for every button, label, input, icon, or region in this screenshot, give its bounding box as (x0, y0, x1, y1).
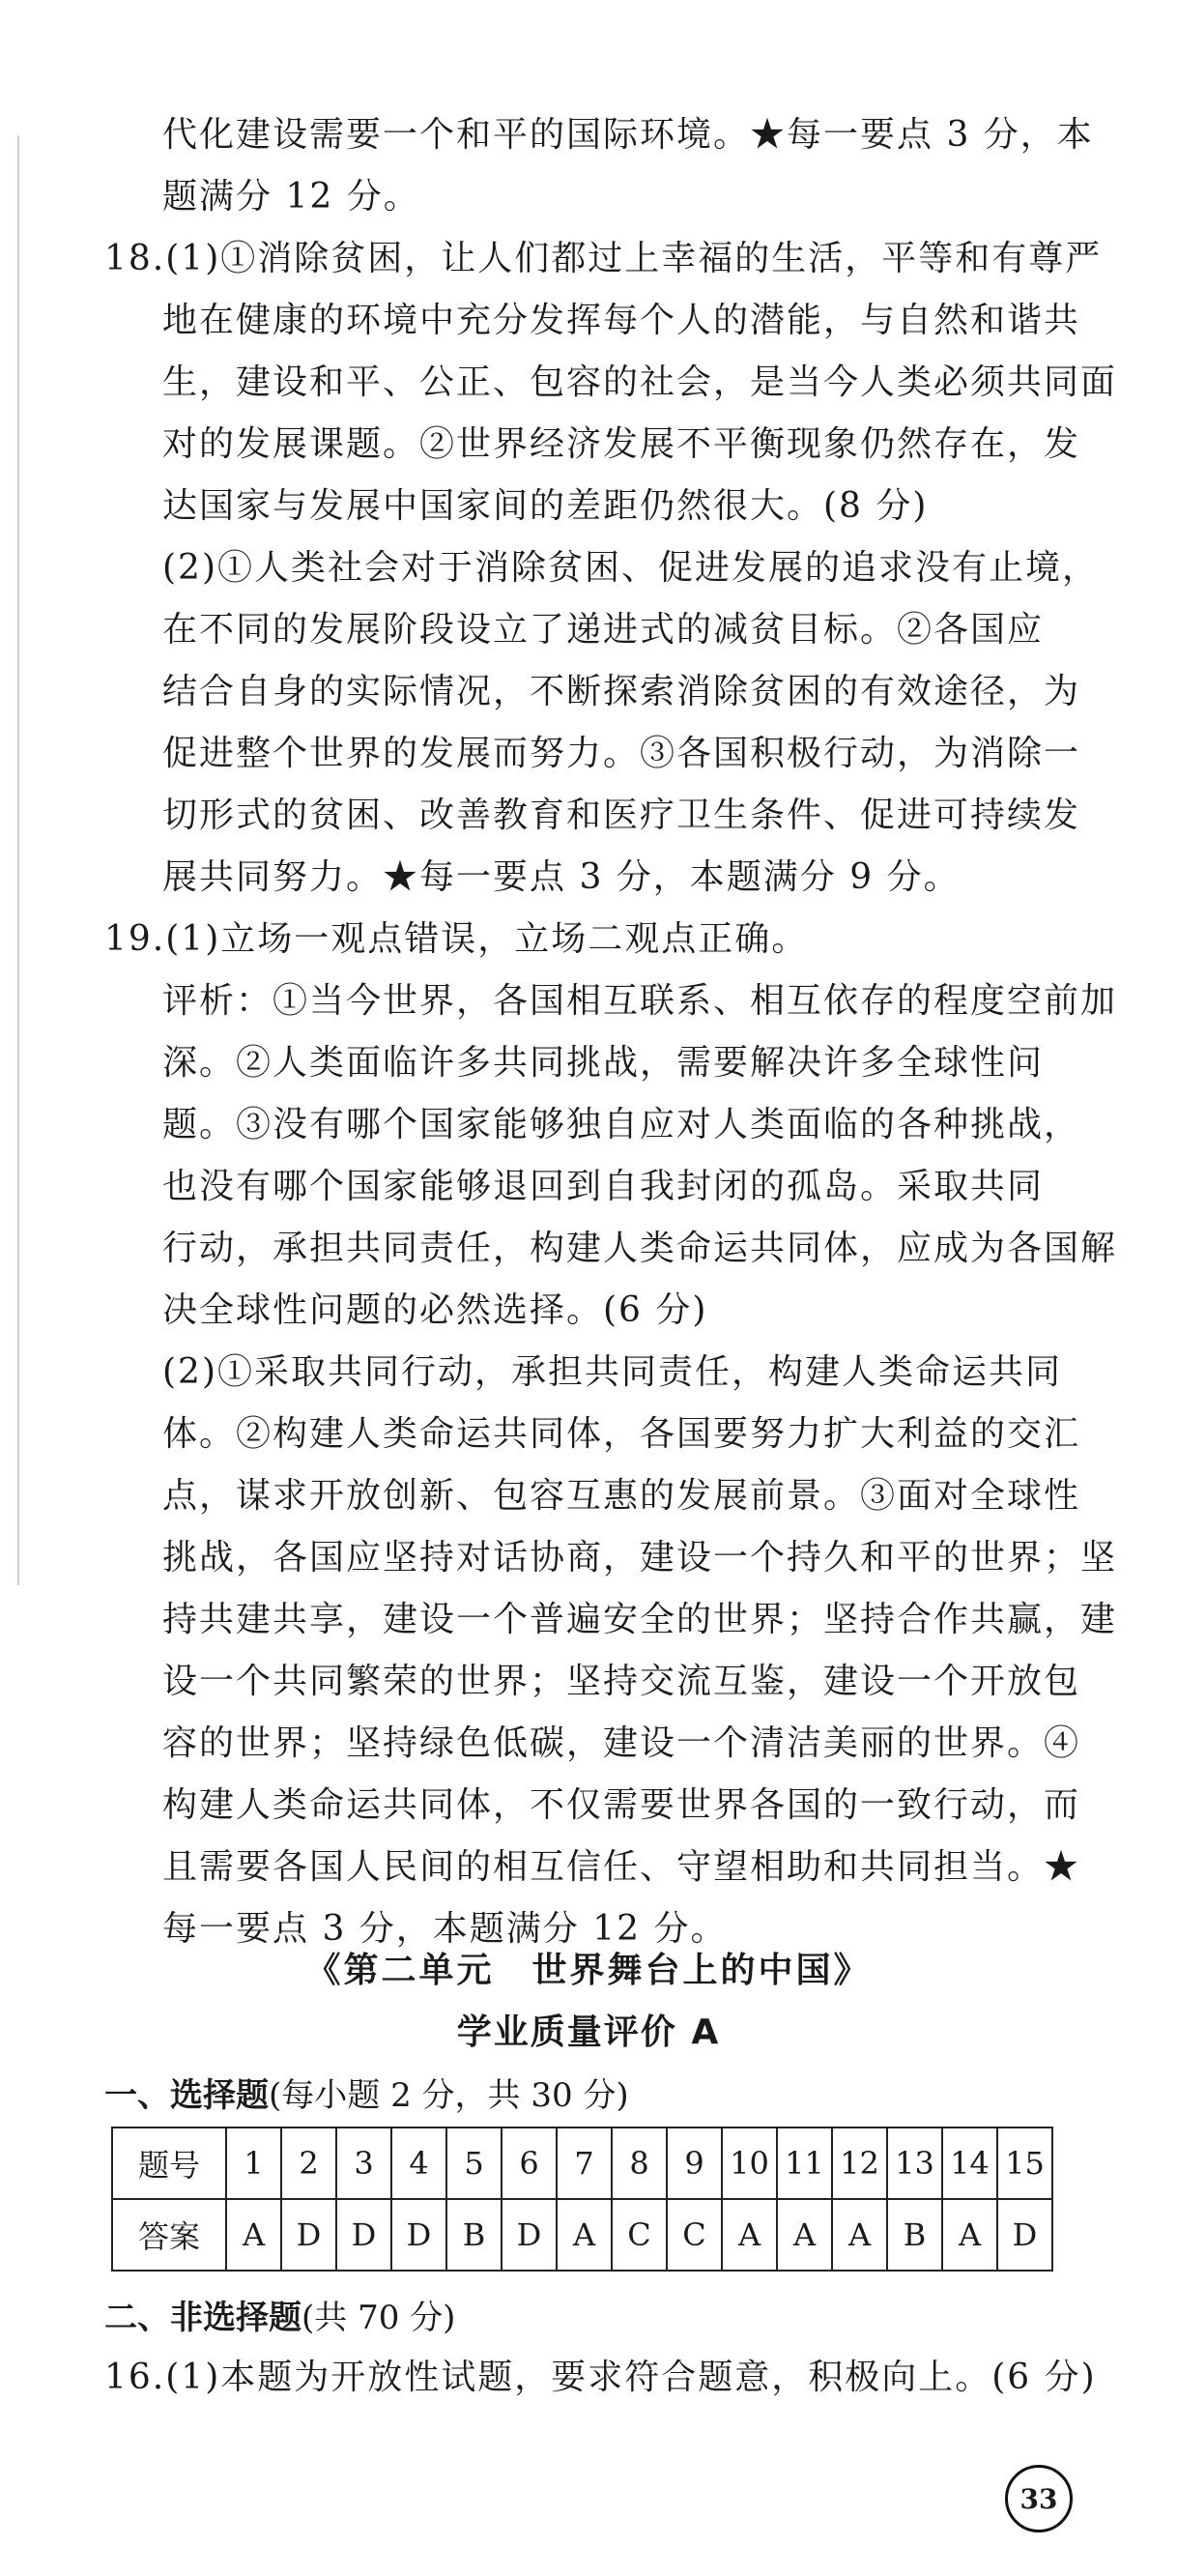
question-number-cell: 4 (391, 2127, 446, 2199)
row-label-number: 题号 (112, 2127, 226, 2199)
answer-cell: D (281, 2199, 336, 2271)
section-nonchoice-heading (104, 2291, 455, 2338)
assessment-title: 学业质量评价 A (456, 2012, 721, 2052)
answer-cell: A (777, 2199, 832, 2271)
text-line: 达国家与发展中国家间的差距仍然很大。(8 分) (162, 486, 929, 526)
question-number-cell: 11 (777, 2127, 832, 2199)
text-line: 持共建共享，建设一个普遍安全的世界；坚持合作共赢，建 (162, 1600, 1118, 1639)
section-choice-heading (104, 2069, 629, 2116)
question-number-cell: 13 (887, 2127, 942, 2199)
question-number-cell: 1 (226, 2127, 281, 2199)
text-line: (2)①采取共同行动，承担共同责任，构建人类命运共同 (162, 1352, 1062, 1392)
text-line: 每一要点 3 分，本题满分 12 分。 (162, 1909, 728, 1949)
question-number-cell: 3 (336, 2127, 391, 2199)
text-line: 评析：①当今世界，各国相互联系、相互依存的程度空前加 (162, 981, 1118, 1021)
question-number-cell: 7 (557, 2127, 612, 2199)
question-number-cell: 8 (612, 2127, 667, 2199)
text-line: 体。②构建人类命运共同体，各国要努力扩大利益的交汇 (162, 1414, 1081, 1454)
answer-cell: D (997, 2199, 1052, 2271)
text-line: 19.(1)立场一观点错误，立场二观点正确。 (104, 919, 809, 959)
page-number: 33 (1019, 2482, 1058, 2515)
page-edge-line (17, 135, 19, 1585)
text-line: 构建人类命运共同体，不仅需要世界各国的一致行动，而 (162, 1785, 1081, 1825)
section-nonchoice-note: (共 70 分) (301, 2299, 456, 2337)
section-nonchoice-label: 二、非选择题 (104, 2299, 301, 2337)
text-line: 点，谋求开放创新、包容互惠的发展前景。③面对全球性 (162, 1476, 1081, 1516)
table-row-numbers (112, 2127, 1052, 2199)
question-16-answer: 16.(1)本题为开放性试题，要求符合题意，积极向上。(6 分) (104, 2358, 1097, 2397)
answer-cell: D (336, 2199, 391, 2271)
answer-cell: B (446, 2199, 502, 2271)
text-line: 18.(1)①消除贫困，让人们都过上幸福的生活，平等和有尊严 (104, 239, 1103, 278)
text-line: 切形式的贫困、改善教育和医疗卫生条件、促进可持续发 (162, 796, 1081, 835)
answer-cell: A (942, 2199, 997, 2271)
text-line: 生，建设和平、公正、包容的社会，是当今人类必须共同面 (162, 362, 1118, 402)
question-number-cell: 6 (502, 2127, 557, 2199)
text-line: 题。③没有哪个国家能够独自应对人类面临的各种挑战， (162, 1105, 1081, 1144)
text-line: 结合自身的实际情况，不断探索消除贫困的有效途径，为 (162, 672, 1081, 711)
text-line: 深。②人类面临许多共同挑战，需要解决许多全球性问 (162, 1043, 1045, 1083)
row-label-answer: 答案 (112, 2199, 226, 2271)
text-line: 挑战，各国应坚持对话协商，建设一个持久和平的世界；坚 (162, 1538, 1118, 1577)
answer-cell: D (391, 2199, 446, 2271)
question-number-cell: 10 (722, 2127, 777, 2199)
text-line: 行动，承担共同责任，构建人类命运共同体，应成为各国解 (162, 1229, 1118, 1268)
answer-cell: D (502, 2199, 557, 2271)
question-number-cell: 12 (832, 2127, 887, 2199)
text-line: 设一个共同繁荣的世界；坚持交流互鉴，建设一个开放包 (162, 1662, 1081, 1701)
text-line: 题满分 12 分。 (162, 177, 420, 217)
answer-cell: C (667, 2199, 722, 2271)
text-line: 促进整个世界的发展而努力。③各国积极行动，为消除一 (162, 734, 1081, 773)
text-line: 展共同努力。★每一要点 3 分，本题满分 9 分。 (162, 857, 961, 897)
text-line: 代化建设需要一个和平的国际环境。★每一要点 3 分，本 (162, 115, 1094, 155)
answer-cell: C (612, 2199, 667, 2271)
question-number-cell: 15 (997, 2127, 1052, 2199)
answer-cell: A (832, 2199, 887, 2271)
text-line: 地在健康的环境中充分发挥每个人的潜能，与自然和谐共 (162, 301, 1081, 340)
question-number-cell: 9 (667, 2127, 722, 2199)
text-line: 决全球性问题的必然选择。(6 分) (162, 1290, 708, 1330)
section-choice-label: 一、选择题 (104, 2076, 269, 2115)
text-line: 对的发展课题。②世界经济发展不平衡现象仍然存在，发 (162, 424, 1081, 464)
text-line: (2)①人类社会对于消除贫困、促进发展的追求没有止境， (162, 548, 1099, 588)
question-number-cell: 2 (281, 2127, 336, 2199)
answer-cell: A (226, 2199, 281, 2271)
answer-key-table (111, 2127, 1053, 2272)
text-line: 也没有哪个国家能够退回到自我封闭的孤岛。采取共同 (162, 1167, 1045, 1206)
question-number-cell: 5 (446, 2127, 502, 2199)
question-number-cell: 14 (942, 2127, 997, 2199)
text-line: 且需要各国人民间的相互信任、守望相助和共同担当。★ (162, 1847, 1081, 1887)
page-number-badge (1005, 2465, 1073, 2533)
text-line: 容的世界；坚持绿色低碳，建设一个清洁美丽的世界。④ (162, 1723, 1081, 1763)
text-line: 在不同的发展阶段设立了递进式的减贫目标。②各国应 (162, 610, 1045, 650)
answer-cell: B (887, 2199, 942, 2271)
answer-cell: A (557, 2199, 612, 2271)
answer-cell: A (722, 2199, 777, 2271)
unit-title: 《第二单元 世界舞台上的中国》 (305, 1951, 872, 1990)
table-row-answers (112, 2199, 1052, 2271)
section-choice-note: (每小题 2 分，共 30 分) (269, 2076, 629, 2115)
